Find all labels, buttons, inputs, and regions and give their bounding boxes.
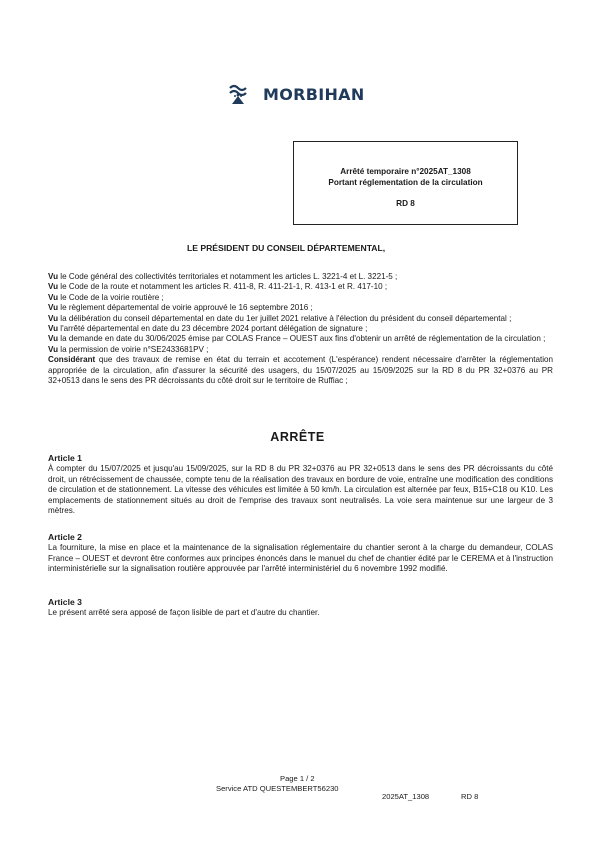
article-3: [48, 597, 553, 619]
article-body: La fourniture, la mise en place et la maintenance de la signalisation réglementaire du chantier seront à la charge du demandeur, COLAS France – OUEST et devront être conformes aux principes énoncés dans le manuel du chef de chantier édité par le CEREMA et à l'instruction interministérielle sur la signalisation routière approuvée par l'arrêté interministériel du 6 novembre 1992 modifié.: [48, 543, 553, 574]
considerant-item: Considérant que des travaux de remise en état du terrain et accotement (L'espérance) rendent nécessaire d'arrêter la réglementation appropriée de la circulation, afin d'assurer la sécurité des usagers, du 15/07/2025 au 15/09/2025 sur la RD 8 du PR 32+0376 au PR 32+0513 dans le sens des PR décroissants du côté droit sur le territoire de Ruffiac ;: [48, 355, 553, 386]
decree-title-box: [293, 141, 518, 225]
visa-item: Vu le Code de la route et notamment les articles R. 411-8, R. 411-21-1, R. 413-1 et R. 417-10 ;: [48, 282, 388, 292]
article-title: Article 1: [48, 453, 82, 463]
logo-text: MORBIHAN: [263, 84, 365, 104]
article-title: Article 3: [48, 597, 82, 607]
decree-number: Arrêté temporaire n°2025AT_1308: [340, 167, 471, 176]
visa-item: Vu le règlement départemental de voirie approuvé le 16 septembre 2016 ;: [48, 303, 313, 313]
ermine-wave-icon: [227, 82, 257, 106]
article-body: Le présent arrêté sera apposé de façon lisible de part et d'autre du chantier.: [48, 608, 320, 618]
visa-item: Vu la permission de voirie n°SE2433681PV ;: [48, 344, 209, 354]
service-name: Service ATD QUESTEMBERT56230: [216, 784, 339, 793]
visa-item: Vu le Code de la voirie routière ;: [48, 292, 164, 302]
visa-item: Vu le Code général des collectivités territoriales et notamment les articles L. 3221-4 et L. 3221-5 ;: [48, 272, 398, 281]
president-heading: LE PRÉSIDENT DU CONSEIL DÉPARTEMENTAL,: [187, 243, 386, 253]
article-1: [48, 453, 553, 516]
visas-list: [48, 272, 553, 386]
footer-reference: 2025AT_1308: [382, 792, 430, 801]
arrete-heading: ARRÊTE: [270, 430, 325, 444]
article-2: [48, 532, 553, 575]
decree-subject: Portant réglementation de la circulation: [328, 178, 483, 187]
page-number: Page 1 / 2: [280, 774, 315, 783]
morbihan-logo: [227, 82, 365, 106]
article-title: Article 2: [48, 532, 82, 542]
visa-item: Vu la demande en date du 30/06/2025 émise par COLAS France – OUEST aux fins d'obtenir un arrêté de réglementation de la circulation ;: [48, 334, 546, 344]
visa-item: Vu la délibération du conseil départemental en date du 1er juillet 2021 relative à l'élection du président du conseil départemental ;: [48, 313, 512, 323]
article-body: À compter du 15/07/2025 et jusqu'au 15/09/2025, sur la RD 8 du PR 32+0376 au PR 32+0513 dans le sens des PR décroissants du côté droit, un rétrécissement de chaussée, compte tenu de la réalisation des travaux en bordure de voie, entraîne une modification des conditions de circulation et de stationnement. La vitesse des véhicules est limitée à 50 km/h. La circulation est alternée par feux, B15+C18 ou K10. Les emplacements de stationnement situés au droit de l'emprise des travaux sont neutralisés. La voie sera maintenue sur une largeur de 3 mètres.: [48, 464, 553, 516]
footer-road: RD 8: [461, 792, 479, 801]
visa-item: Vu l'arrêté départemental en date du 23 décembre 2024 portant délégation de signature ;: [48, 324, 368, 334]
road-id: RD 8: [396, 199, 415, 208]
